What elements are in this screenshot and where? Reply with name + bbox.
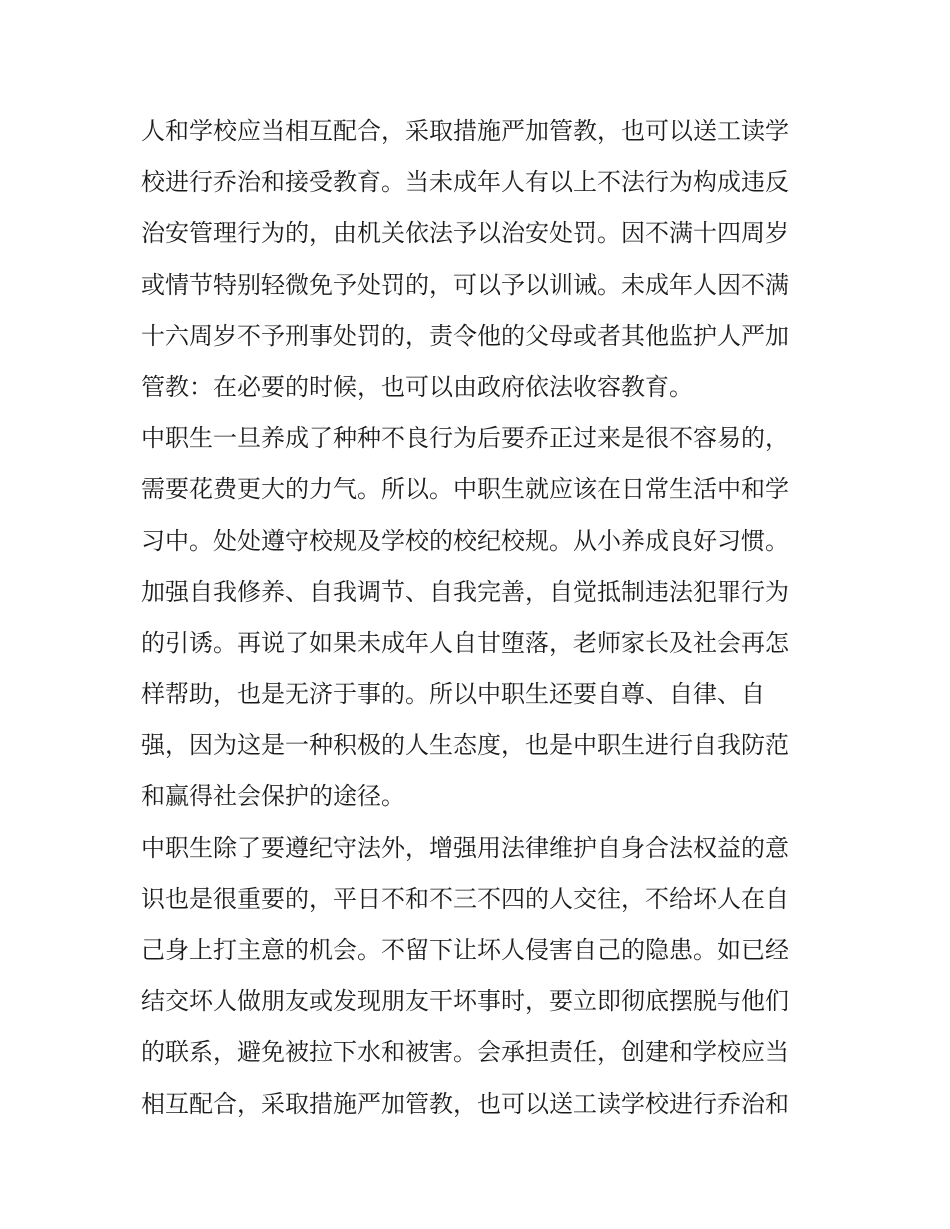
text-line: 十六周岁不予刑事处罚的，责令他的父母或者其他监护人严加 — [141, 321, 789, 350]
text-line: 强，因为这是一种积极的人生态度，也是中职生进行自我防范 — [141, 731, 789, 760]
text-line: 结交坏人做朋友或发现朋友干坏事时，要立即彻底摆脱与他们 — [141, 987, 789, 1016]
text-line: 加强自我修养、自我调节、自我完善，自觉抵制违法犯罪行为 — [141, 577, 789, 606]
text-line: 样帮助，也是无济于事的。所以中职生还要自尊、自律、自 — [141, 680, 765, 709]
text-line: 校进行乔治和接受教育。当未成年人有以上不法行为构成违反 — [141, 168, 789, 197]
text-line: 习中。处处遵守校规及学校的校纪校规。从小养成良好习惯。 — [141, 526, 789, 555]
text-line: 的引诱。再说了如果未成年人自甘堕落，老师家长及社会再怎 — [141, 628, 789, 657]
text-line: 治安管理行为的，由机关依法予以治安处罚。因不满十四周岁 — [141, 219, 789, 248]
text-line: 的联系，避免被拉下水和被害。会承担责任，创建和学校应当 — [141, 1038, 789, 1067]
text-line: 和赢得社会保护的途径。 — [141, 782, 405, 811]
document-body-text — [141, 106, 821, 1130]
text-line: 识也是很重要的，平日不和不三不四的人交往，不给坏人在自 — [141, 884, 789, 913]
text-line: 需要花费更大的力气。所以。中职生就应该在日常生活中和学 — [141, 475, 789, 504]
text-line: 中职生除了要遵纪守法外，增强用法律维护自身合法权益的意 — [141, 833, 789, 862]
text-line: 己身上打主意的机会。不留下让坏人侵害自己的隐患。如已经 — [141, 936, 789, 964]
text-line: 管教：在必要的时候，也可以由政府依法收容教育。 — [141, 372, 693, 401]
text-line: 人和学校应当相互配合，采取措施严加管教，也可以送工读学 — [141, 117, 789, 145]
text-line: 中职生一旦养成了种种不良行为后要乔正过来是很不容易的， — [141, 424, 789, 453]
text-line: 相互配合，采取措施严加管教，也可以送工读学校进行乔治和 — [141, 1089, 789, 1118]
text-line: 或情节特别轻微免予处罚的，可以予以训诫。未成年人因不满 — [141, 270, 789, 299]
